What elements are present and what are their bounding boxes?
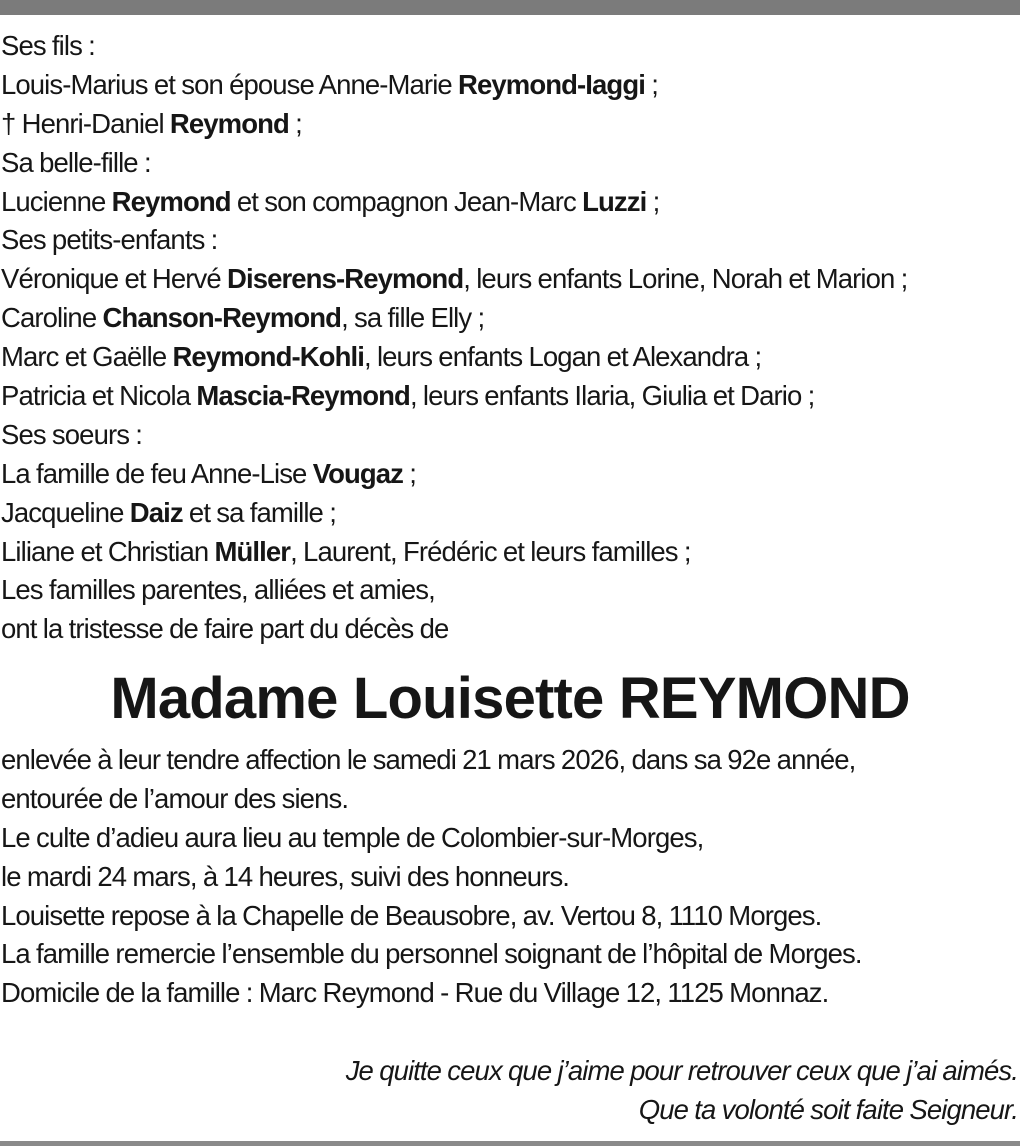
family-line [1, 455, 1020, 494]
text-run: Ses soeurs : [1, 418, 143, 450]
surname: Chanson-Reymond [102, 302, 342, 334]
family-line [1, 221, 1020, 260]
text-run: Les familles parentes, alliées et amies, [1, 574, 435, 606]
surname: Reymond-Iaggi [458, 68, 645, 100]
surname: Müller [214, 535, 291, 567]
text-run: Sa belle-fille : [1, 146, 151, 178]
surname: Diserens-Reymond [227, 263, 464, 295]
text-run: La famille de feu Anne-Lise [1, 457, 313, 489]
family-list [1, 27, 1020, 649]
text-run: Lucienne [1, 185, 112, 217]
family-line [1, 144, 1020, 183]
bottom-rule [0, 1141, 1020, 1146]
family-line [1, 27, 1020, 66]
text-run: † Henri-Daniel [1, 107, 170, 139]
details-line: Domicile de la famille : Marc Reymond - Rue du Village 12, 1125 Monnaz. [1, 977, 829, 1009]
quote-line: Que ta volonté soit faite Seigneur. [638, 1093, 1018, 1125]
surname: Reymond-Kohli [172, 341, 364, 373]
family-line [1, 299, 1020, 338]
details-line: entourée de l’amour des siens. [1, 782, 349, 814]
text-run: Marc et Gaëlle [1, 341, 173, 373]
text-run: et son compagnon Jean-Marc [230, 185, 583, 217]
text-run: ; [646, 185, 660, 217]
family-line [1, 533, 1020, 572]
details-line: Louisette repose à la Chapelle de Beausobre, av. Vertou 8, 1110 Morges. [1, 899, 822, 931]
family-line [1, 494, 1020, 533]
details-line: La famille remercie l’ensemble du personnel soignant de l’hôpital de Morges. [1, 938, 862, 970]
surname: Daiz [129, 496, 183, 528]
family-line [1, 105, 1020, 144]
family-line [1, 66, 1020, 105]
text-run: Louis-Marius et son épouse Anne-Marie [1, 68, 459, 100]
family-line [1, 183, 1020, 222]
text-run: Caroline [1, 302, 103, 334]
closing-quote [346, 1052, 1018, 1130]
text-run: Jacqueline [1, 496, 130, 528]
text-run: Ses fils : [1, 30, 95, 61]
family-line [1, 610, 1020, 649]
deceased-name: Madame Louisette REYMOND [110, 666, 910, 731]
details-line: Le culte d’adieu aura lieu au temple de Colombier-sur-Morges, [1, 821, 704, 853]
family-line [1, 571, 1020, 610]
text-run: Liliane et Christian [1, 535, 215, 567]
surname: Mascia-Reymond [196, 380, 410, 412]
surname: Vougaz [312, 457, 404, 489]
top-rule [0, 0, 1020, 15]
text-run: , leurs enfants Lorine, Norah et Marion ; [463, 263, 908, 295]
text-run: , Laurent, Frédéric et leurs familles ; [290, 535, 691, 567]
text-run: , sa fille Elly ; [341, 302, 485, 334]
text-run: Patricia et Nicola [1, 380, 197, 412]
text-run: ; [403, 457, 417, 489]
surname: Reymond [111, 185, 231, 217]
text-run: ; [644, 68, 658, 100]
quote-line: Je quitte ceux que j’aime pour retrouver ceux que j’ai aimés. [345, 1055, 1018, 1086]
details-line: le mardi 24 mars, à 14 heures, suivi des honneurs. [1, 860, 570, 892]
details-line: enlevée à leur tendre affection le samedi 21 mars 2026, dans sa 92e année, [1, 744, 856, 775]
funeral-details [1, 741, 1020, 1013]
text-run: , leurs enfants Logan et Alexandra ; [363, 341, 762, 373]
family-line [1, 260, 1020, 299]
text-run: ont la tristesse de faire part du décès de [1, 613, 449, 645]
surname: Reymond [169, 107, 289, 139]
family-line [1, 377, 1020, 416]
text-run: Véronique et Hervé [1, 263, 227, 295]
family-line [1, 338, 1020, 377]
surname: Luzzi [582, 185, 647, 217]
text-run: ; [288, 107, 302, 139]
family-line [1, 416, 1020, 455]
text-run: , leurs enfants Ilaria, Giulia et Dario ; [409, 380, 815, 412]
text-run: Ses petits-enfants : [1, 224, 218, 256]
text-run: et sa famille ; [182, 496, 336, 528]
